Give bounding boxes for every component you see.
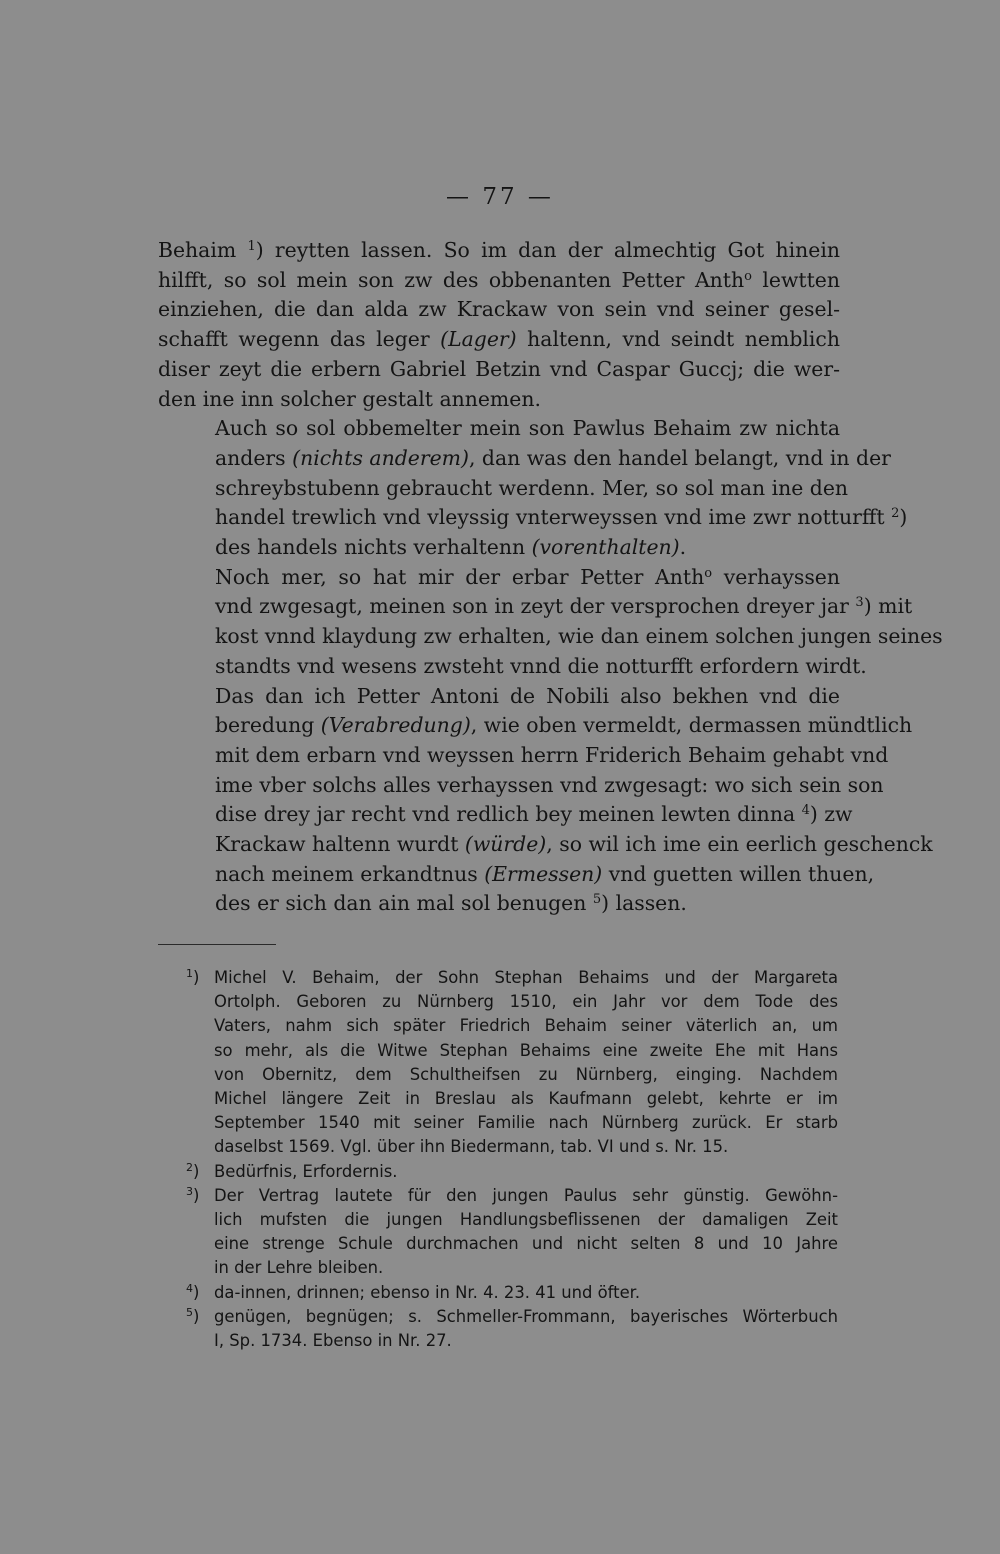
footnote-line: I, Sp. 1734. Ebenso in Nr. 27. xyxy=(214,1331,452,1351)
text-line xyxy=(158,860,875,890)
text-line xyxy=(158,266,840,296)
footnote-mark: $^5$) xyxy=(186,1305,200,1326)
text-run: des handels nichts verhaltenn xyxy=(215,535,532,560)
footnote-line: Michel längere Zeit in Breslau als Kaufmann gelebt, kehrte er im xyxy=(214,1089,838,1109)
footnote-reference: o xyxy=(744,268,752,284)
text-run: schafft wegenn das leger xyxy=(158,327,441,352)
text-run: beredung xyxy=(215,713,321,738)
text-run: des er sich dan ain mal sol benugen xyxy=(215,891,593,916)
footnote-number: 3 xyxy=(186,1184,193,1198)
text-line xyxy=(158,682,840,712)
text-line xyxy=(158,889,840,919)
editorial-gloss: (nichts anderem) xyxy=(292,445,469,470)
text-run: kost vnnd klaydung zw erhalten, wie dan einem solchen jungen seines xyxy=(215,624,943,649)
text-run: . xyxy=(679,535,687,560)
text-line xyxy=(158,414,840,444)
footnote-reference: 2 xyxy=(891,506,900,522)
footnote-separator xyxy=(158,944,276,945)
text-run: ime vber solchs alles verhayssen vnd zwgesagt: wo sich sein son xyxy=(215,772,884,797)
text-line xyxy=(158,533,840,563)
text-run: ) xyxy=(899,505,908,530)
text-run: , dan was den handel belangt, vnd in der xyxy=(468,445,891,470)
footnote-line: Vaters, nahm sich später Friedrich Behaim seiner väterlich an, um xyxy=(214,1016,838,1036)
editorial-gloss: (vorenthalten) xyxy=(531,535,680,560)
text-run: , wie oben vermeldt, dermassen mündtlich xyxy=(470,713,913,738)
footnote-line: eine strenge Schule durchmachen und nicht selten 8 und 10 Jahre xyxy=(214,1234,838,1254)
footnote-reference: 4 xyxy=(801,803,810,819)
text-run: Krackaw haltenn wurdt xyxy=(215,832,465,857)
text-run: vnd guetten willen thuen, xyxy=(602,861,875,886)
paragraph xyxy=(158,414,908,563)
text-run: ) reytten lassen. So im dan der almechtig Got hinein xyxy=(255,238,840,262)
text-run: standts vnd wesens zwsteht vnnd die notturfft erfordern wirdt. xyxy=(215,653,867,678)
text-line xyxy=(158,711,913,741)
text-line xyxy=(158,236,840,266)
footnote-reference: o xyxy=(704,565,713,581)
editorial-gloss: (Lager) xyxy=(440,327,517,352)
footnote xyxy=(186,1184,838,1281)
text-run: ) mit xyxy=(863,594,913,619)
editorial-gloss: (Ermessen) xyxy=(484,861,603,886)
text-run: handel trewlich vnd vleyssig vnterweyssen vnd ime zwr notturfft xyxy=(215,505,892,530)
footnote-number: 5 xyxy=(186,1305,193,1319)
main-text xyxy=(158,236,943,919)
footnote-mark: $^3$) xyxy=(186,1184,200,1205)
text-run: , so wil ich ime ein eerlich geschenck xyxy=(546,832,933,857)
footnote-number: 4 xyxy=(186,1281,193,1295)
footnote-mark: $^4$) xyxy=(186,1281,200,1302)
footnote-reference: 5 xyxy=(592,892,602,908)
text-line xyxy=(158,622,943,652)
text-run: hilfft, so sol mein son zw des obbenanten Petter Anth xyxy=(158,267,745,292)
page-number: — 77 — xyxy=(446,184,554,210)
footnote-line: in der Lehre bleiben. xyxy=(214,1258,384,1278)
text-line xyxy=(158,741,889,771)
text-run: lewtten xyxy=(751,267,840,292)
text-line xyxy=(158,503,908,533)
footnote-line: Bedürfnis, Erfordernis. xyxy=(214,1161,398,1181)
footnote-mark: $^1$) xyxy=(186,967,200,987)
footnote-line: da-innen, drinnen; ebenso in Nr. 4. 23. 41 und öfter. xyxy=(214,1282,641,1302)
text-run: vnd zwgesagt, meinen son in zeyt der versprochen dreyer jar xyxy=(215,594,856,619)
text-line xyxy=(158,800,853,830)
text-run: diser zeyt die erbern Gabriel Betzin vnd Caspar Guccj; die wer- xyxy=(158,356,840,381)
footnote xyxy=(186,1305,838,1353)
paragraph xyxy=(158,236,840,414)
editorial-gloss: (würde) xyxy=(464,832,547,857)
text-line xyxy=(158,325,840,355)
text-run: schreybstubenn gebraucht werdenn. Mer, so sol man ine den xyxy=(215,475,849,500)
text-line xyxy=(158,295,840,325)
footnote-line: von Obernitz, dem Schultheifsen zu Nürnberg, einging. Nachdem xyxy=(214,1064,838,1084)
text-line xyxy=(158,444,891,474)
footnote-number: 2 xyxy=(186,1160,193,1174)
footnote-line: Der Vertrag lautete für den jungen Paulus sehr günstig. Gewöhn- xyxy=(214,1185,838,1205)
editorial-gloss: (Verabredung) xyxy=(320,713,471,738)
footnote-line: September 1540 mit seiner Familie nach Nürnberg zurück. Er starb xyxy=(214,1113,838,1133)
text-run: Behaim xyxy=(158,238,248,262)
footnote-mark: $^2$) xyxy=(186,1160,200,1181)
footnote-number: 1 xyxy=(186,967,193,980)
footnote-reference: 3 xyxy=(855,595,864,611)
footnote-line: so mehr, als die Witwe Stephan Behaims eine zweite Ehe mit Hans xyxy=(214,1040,838,1060)
text-line xyxy=(158,652,867,682)
text-run: Auch so sol obbemelter mein son Pawlus Behaim zw nichta xyxy=(215,416,840,441)
text-run: verhayssen xyxy=(712,564,840,589)
text-run: haltenn, vnd seindt nemblich xyxy=(516,327,840,352)
footnote-line: Ortolph. Geboren zu Nürnberg 1510, ein Jahr vor dem Tode des xyxy=(214,992,838,1012)
text-run: nach meinem erkandtnus xyxy=(215,861,485,886)
text-run: ) zw xyxy=(809,802,853,827)
text-line xyxy=(158,592,913,622)
text-run: einziehen, die dan alda zw Krackaw von sein vnd seiner gesel- xyxy=(158,297,840,322)
text-run: Das dan ich Petter Antoni de Nobili also bekhen vnd die xyxy=(215,683,840,708)
text-run: dise drey jar recht vnd redlich bey meinen lewten dinna xyxy=(215,802,802,827)
text-line xyxy=(158,355,840,385)
footnote xyxy=(186,966,838,1160)
footnote-line: lich mufsten die jungen Handlungsbeflissenen der damaligen Zeit xyxy=(214,1210,838,1230)
text-run: anders xyxy=(215,445,293,470)
footnote-line: Michel V. Behaim, der Sohn Stephan Behaims und der Margareta xyxy=(214,968,838,987)
text-run: ) lassen. xyxy=(601,891,687,916)
text-run: mit dem erbarn vnd weyssen herrn Friderich Behaim gehabt vnd xyxy=(215,742,889,767)
text-line xyxy=(158,563,840,593)
text-line xyxy=(158,474,849,504)
footnote-line: daselbst 1569. Vgl. über ihn Biedermann, tab. VI und s. Nr. 15. xyxy=(214,1137,729,1157)
text-run: Noch mer, so hat mir der erbar Petter Anth xyxy=(215,564,705,589)
text-line xyxy=(158,830,933,860)
footnote xyxy=(186,1281,838,1305)
text-line xyxy=(158,771,884,801)
paragraph xyxy=(158,563,943,682)
footnote-reference: 1 xyxy=(247,239,256,254)
footnote-line: genügen, begnügen; s. Schmeller-Frommann, bayerisches Wörterbuch xyxy=(214,1306,838,1326)
text-line xyxy=(158,385,840,415)
paragraph xyxy=(158,682,933,920)
footnote xyxy=(186,1160,838,1184)
text-run: den ine inn solcher gestalt annemen. xyxy=(158,386,541,411)
footnotes xyxy=(186,966,838,1353)
